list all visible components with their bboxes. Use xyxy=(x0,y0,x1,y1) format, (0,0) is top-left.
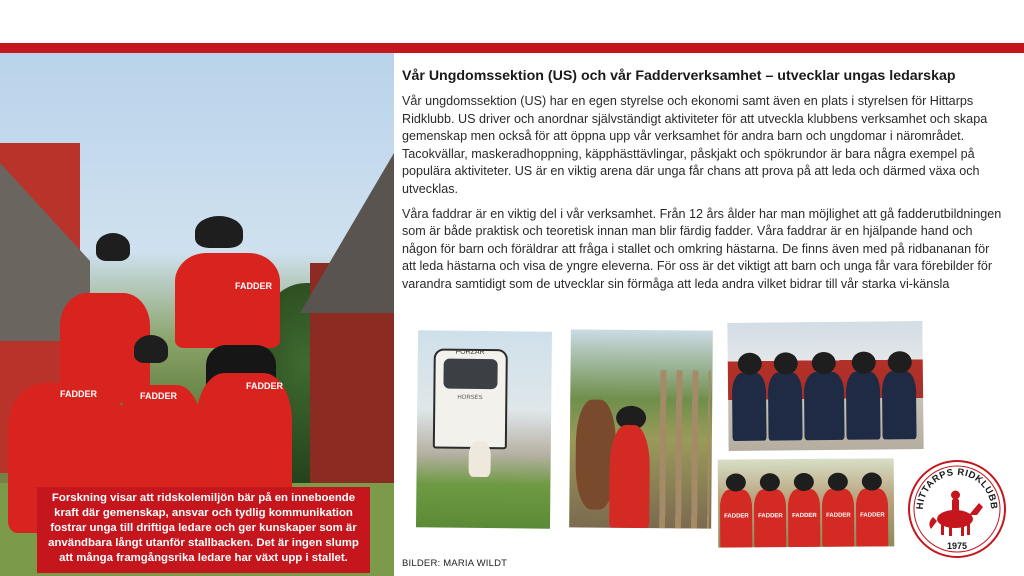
photo-group-fadder xyxy=(718,458,895,547)
article xyxy=(402,68,1002,301)
helmet-icon xyxy=(726,473,746,491)
helmet-icon xyxy=(852,351,876,373)
helmet-icon xyxy=(96,233,130,261)
helmet-icon xyxy=(774,352,798,374)
child-top-right xyxy=(175,253,280,348)
jacket-text: FADDER xyxy=(246,381,284,391)
jacket-text: FADDER xyxy=(724,513,749,520)
jacket-text: FADDER xyxy=(60,389,98,399)
article-title: Vår Ungdomssektion (US) och vår Fadderverksamhet – utvecklar ungas ledarskap xyxy=(402,68,956,84)
rider-red-jacket xyxy=(609,425,650,528)
person-navy-jacket xyxy=(768,372,803,440)
trailer-model-text: HORSES xyxy=(457,394,483,401)
photo-rider-horse xyxy=(569,329,713,528)
logo-name: HITTARPS RIDKLUBB xyxy=(914,466,1000,510)
helmet-icon xyxy=(134,335,168,363)
logo-year: 1975 xyxy=(946,541,968,551)
quote-caption: Forskning visar att ridskolemiljön bär på en inneboende kraft där gemenskap, ansvar och tydlig kommunikation fostrar unga till driftiga ledare och ger kunskaper som är användbara långt utanför stallbacken. Det är ingen slump att många framgångsrika ledare har växt upp i stallet. xyxy=(37,487,370,573)
helmet-icon xyxy=(760,473,780,491)
helmet-icon xyxy=(812,352,836,374)
jacket-text: FADDER xyxy=(792,512,817,520)
helmet-icon xyxy=(195,216,243,248)
jacket-text: FADDER xyxy=(860,512,885,519)
trailer-window xyxy=(443,359,497,390)
jacket-text: FADDER xyxy=(235,281,273,291)
club-logo-icon xyxy=(907,459,1007,559)
jacket-text: FADDER xyxy=(140,391,178,401)
helmet-icon xyxy=(888,351,912,373)
jacket-text: FADDER xyxy=(758,513,783,520)
article-paragraph-1: Vår ungdomssektion (US) har en egen styrelse och ekonomi samt även en plats i styrelsen för Hittarps Ridklubb. US driver och anordnar självständigt aktiviteter för att utveckla klubbens verksamhet och skapa gemenskap men också för att öppna upp vår verksamhet för andra barn och ungdomar i närområdet. Tacokvällar, maskeradhoppning, käpphästtävlingar, påskjakt och spökrundor är bara några exempel på populära aktiviteter. US är en viktig arena där unga får chans att prova på att leda och därmed växa och utvecklas. xyxy=(402,94,988,196)
article-paragraph-2: Våra faddrar är en viktig del i vår verksamhet. Från 12 års ålder har man möjlighet att gå fadderutbildningen som är både praktisk och teoretisk innan man blir färdig fadder. Våra faddrar är en hjälpande hand och någon för barn och föräldrar att fråga i stallet och omkring hästarna. De finns även med på ridbananan för att leda hästarna och visa de yngre eleverna. För oss är det viktigt att barn och unga får vara förebilder för varandra samtidigt som de utvecklar sin förmåga att leda andra vilket bidrar till vår starka vi-känsla xyxy=(402,206,1002,291)
jacket-text: FADDER xyxy=(826,512,851,519)
photo-credit: BILDER: MARIA WILDT xyxy=(402,558,508,569)
person-navy-jacket xyxy=(882,371,917,439)
helmet-icon xyxy=(862,472,882,490)
top-red-band xyxy=(0,43,1024,53)
person-navy-jacket xyxy=(804,372,845,440)
helmet-icon xyxy=(794,473,814,491)
person-navy-jacket xyxy=(732,373,767,441)
helmet-icon xyxy=(828,473,848,491)
fence xyxy=(659,370,710,528)
photo-trailer-dog xyxy=(416,330,552,528)
barn-roof-right xyxy=(300,153,394,313)
person-navy-jacket xyxy=(846,371,881,439)
dog xyxy=(469,441,491,477)
photo-group-navy xyxy=(727,321,923,451)
helmet-icon xyxy=(738,353,762,375)
trailer-brand-text: FORZAR xyxy=(455,348,485,357)
